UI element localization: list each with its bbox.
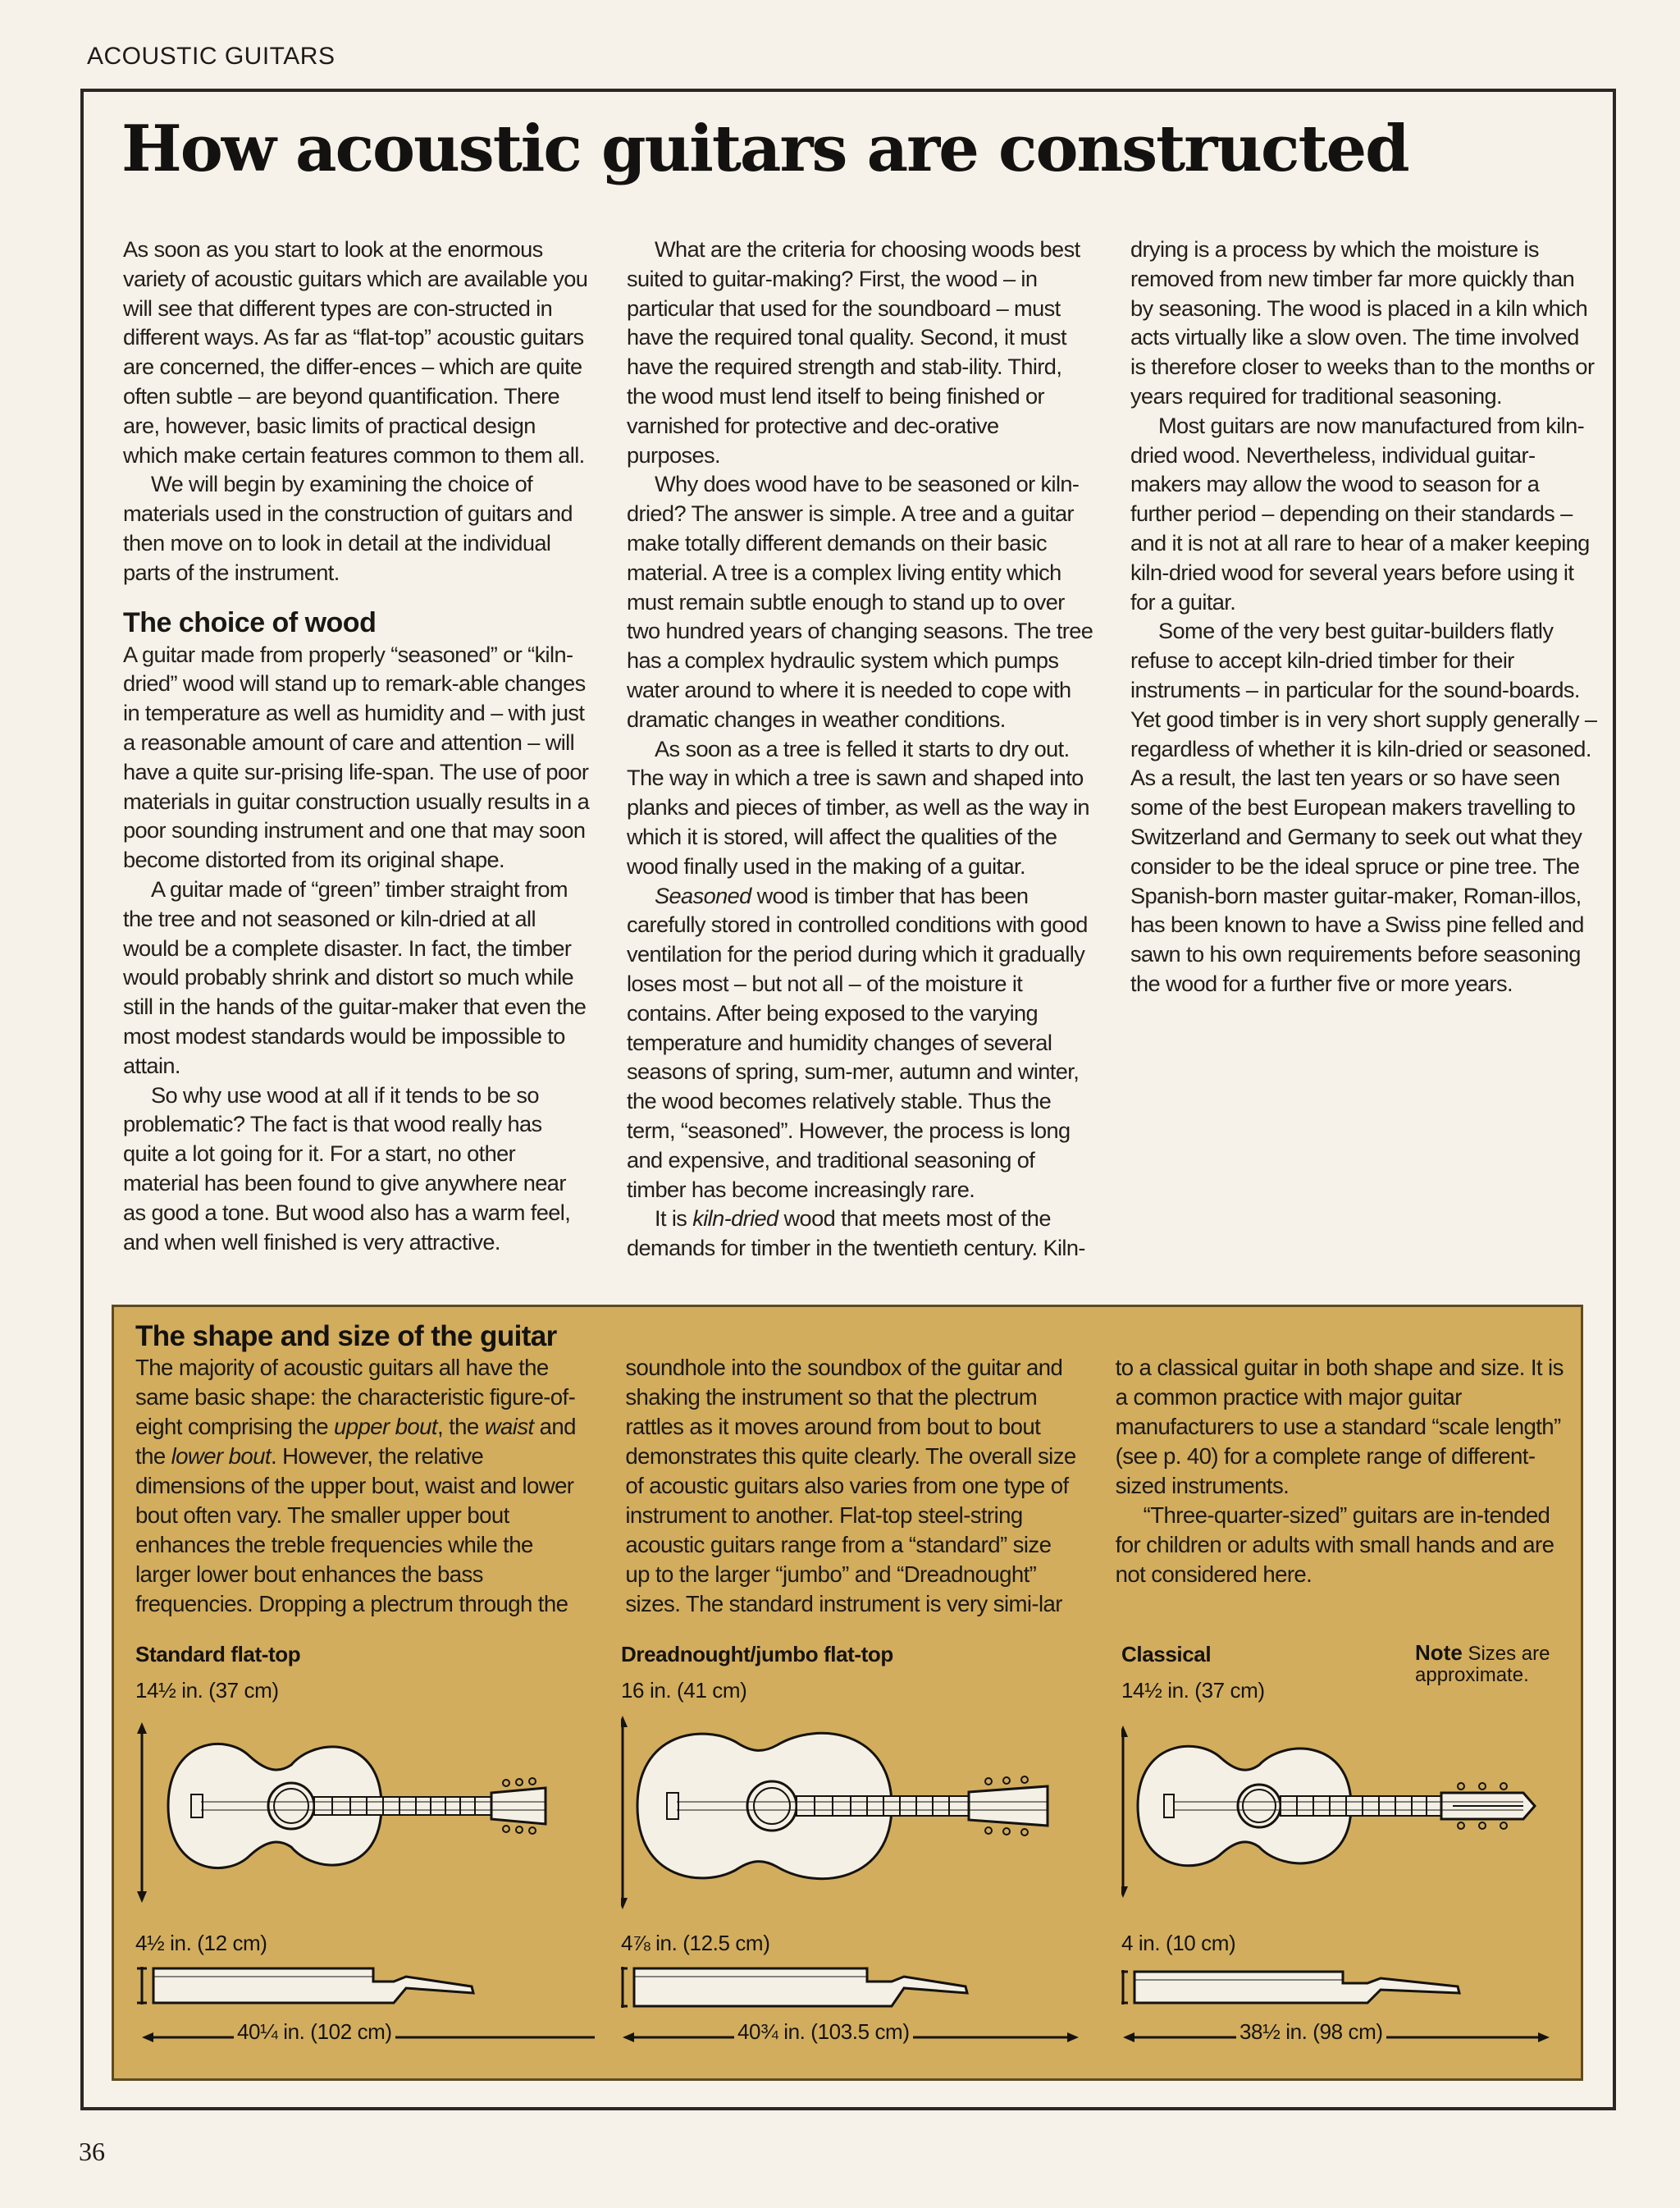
article-paragraph: [627, 881, 1096, 1205]
panel-body: [135, 1353, 1571, 1632]
guitar-width: 14½ in. (37 cm): [1121, 1678, 1265, 1703]
article-paragraph: So why use wood at all if it tends to be so problematic? The fact is that wood really has quite a lot going for it. For a start, no other material has been found to give anywhere near as good a tone. But wood also has a warm feel, and when well finished is very attractive.: [123, 1081, 571, 1255]
article-paragraph: A guitar made of “green” timber straight from the tree and not seasoned or kiln-dried at all would be a complete disaster. In fact, the timber would probably shrink and distort so much while still in the hands of the guitar-maker that even the most modest standards would be impossible to attain.: [123, 875, 587, 1078]
dreadnought-guitar-icon: [621, 1642, 1080, 2069]
article-paragraph: We will begin by examining the choice of materials used in the construction of guitars and then move on to look in detail at the individual parts of the instrument.: [123, 471, 573, 585]
note-text: Sizes are approximate.: [1415, 1643, 1550, 1686]
guitar-name: Classical: [1121, 1642, 1212, 1666]
panel-paragraph: [135, 1353, 1571, 1632]
guitar-width: 16 in. (41 cm): [621, 1678, 747, 1703]
guitar-name: Dreadnought/jumbo flat-top: [621, 1642, 893, 1666]
text-run: wood is timber that has been carefully stored in controlled conditions with good ventilation for the period during which it gradually loses most – but not all – of the moisture it contains. After being exposed to the varying temperature and humidity changes of several seasons of spring, sum-mer, autumn and winter, the wood becomes relatively stable. Thus the term, “seasoned”. However, the process is long and expensive, and traditional seasoning of timber has become increasingly rare.: [627, 882, 1088, 1202]
text-run: , the: [436, 1414, 485, 1439]
guitar-depth: 4½ in. (12 cm): [135, 1931, 267, 1955]
shape-size-panel: [112, 1305, 1583, 2081]
article-body: [123, 235, 1600, 1278]
emphasis: lower bout: [171, 1443, 271, 1469]
section-heading: The choice of wood: [123, 606, 377, 638]
article-paragraph: As soon as a tree is felled it starts to dry out. The way in which a tree is sawn and shaped into planks and pieces of timber, as well as the way in which it is stored, will affect the qualities of the wood finally used in the making of a guitar.: [627, 735, 1089, 879]
page-title: How acoustic guitars are constructed: [121, 112, 1408, 186]
article-paragraph: Some of the very best guitar-builders flatly refuse to accept kiln-dried timber for their instruments – in particular for the sound-boards. Yet good timber is in very short supply generally – regardless of whether it is kiln-dried or seasoned. As a result, the last ten years or so have seen some of the best European makers travelling to Switzerland and Germany to seek out what they consider to be the ideal spruce or pine tree. The Spanish-born master guitar-maker, Roman-illos, has been known to have a Swiss pine felled and sawn to his own requirements before seasoning the wood for a further five or more years.: [1130, 618, 1597, 996]
article-paragraph: Why does wood have to be seasoned or kiln-dried? The answer is simple. A tree and a guitar make totally different demands on their basic material. A tree is a complex living entity which must remain subtle enough to stand up to over two hundred years of changing seasons. The tree has a complex hydraulic system which pumps water around to where it is needed to cope with dramatic changes in weather conditions.: [627, 471, 1093, 732]
text-run: The majority of acoustic guitars all have the same basic shape: the characteristic figure-of-eight comprising the: [135, 1355, 576, 1439]
emphasis: kiln-dried: [692, 1205, 778, 1232]
article-paragraph: Most guitars are now manufactured from kiln-dried wood. Nevertheless, individual guitar-makers may allow the wood to season for a further period – depending on their standards – and it is not at all rare to hear of a maker keeping kiln-dried wood for several years before using it for a guitar.: [1130, 412, 1590, 615]
page-number: 36: [79, 2137, 105, 2166]
running-head: ACOUSTIC GUITARS: [87, 43, 336, 70]
panel-heading: The shape and size of the guitar: [135, 1320, 557, 1352]
article-paragraph: What are the criteria for choosing woods best suited to guitar-making? First, the wood – in particular that used for the soundboard – must have the required tonal quality. Second, it must have the required strength and stab-ility. Third, the wood must lend itself to being finished or varnished for protective and dec-orative purposes.: [627, 236, 1080, 468]
guitar-classical: [1121, 1642, 1581, 2069]
emphasis: upper bout: [334, 1414, 437, 1439]
panel-paragraph: “Three-quarter-sized” guitars are in-tended for children or adults with small hands and are not considered here.: [1115, 1502, 1554, 1587]
text-run: . However, the relative dimensions of the upper bout, waist and lower bout often vary. The smaller upper bout enhances the treble frequencies while the larger lower bout enhances the bass frequencies. Dropping a plectrum through the soundhole into the soundbox of the guitar and shaking the instrument so that the plectrum rattles as it moves around from bout to bout demonstrates this quite clearly. The overall size of acoustic guitars also varies from one type of instrument to another. Flat-top steel-string acoustic guitars range from a “standard” size up to the larger “jumbo” and “Dreadnought” sizes. The standard instrument is very simi-lar to a classical guitar in both shape and size. It is a common practice with major guitar manufacturers to use a standard “scale length” (see p. 40) for a complete range of different-sized instruments.: [135, 1355, 1564, 1616]
guitar-length: 40¾ in. (103.5 cm): [734, 2019, 913, 2045]
guitar-width: 14½ in. (37 cm): [135, 1678, 279, 1703]
guitar-depth: 4⅞ in. (12.5 cm): [621, 1931, 770, 1955]
emphasis: Seasoned: [655, 882, 751, 908]
text-run: and the: [135, 1414, 576, 1469]
guitar-length: 40¼ in. (102 cm): [234, 2019, 395, 2045]
guitar-length: 38½ in. (98 cm): [1236, 2019, 1386, 2045]
standard-flat-top-guitar-icon: [135, 1642, 595, 2069]
text-run: It is: [655, 1205, 693, 1232]
emphasis: waist: [484, 1414, 534, 1439]
article-paragraph: A guitar made from properly “seasoned” or “kiln-dried” wood will stand up to remark-able changes in temperature as well as humidity and – with just a reasonable amount of care and attention – will have a quite sur-prising life-span. The use of poor materials in guitar construction usually results in a poor sounding instrument and one that may soon become distorted from its original shape.: [123, 641, 590, 873]
guitar-standard-flat-top: [135, 1642, 595, 2069]
article-paragraph: As soon as you start to look at the enormous variety of acoustic guitars which are available you will see that different types are con-structed in different ways. As far as “flat-top” acoustic guitars are concerned, the differ-ences – which are quite often subtle – are beyond quantification. There are, however, basic limits of practical design which make certain features common to them all.: [123, 236, 588, 468]
guitar-name: Standard flat-top: [135, 1642, 301, 1666]
text-run: wood that meets most of the demands for timber in the twentieth century. Kiln-drying is a process by which the moisture is removed from new timber far more quickly than by seasoning. The wood is placed in a kiln which acts virtually like a slow oven. The time involved is therefore closer to weeks than to the months or years required for traditional seasoning.: [627, 236, 1595, 1261]
guitar-depth: 4 in. (10 cm): [1121, 1931, 1236, 1955]
note-label: Note: [1415, 1640, 1463, 1665]
classical-guitar-icon: [1121, 1642, 1564, 2069]
guitar-dreadnought: [621, 1642, 1080, 2069]
